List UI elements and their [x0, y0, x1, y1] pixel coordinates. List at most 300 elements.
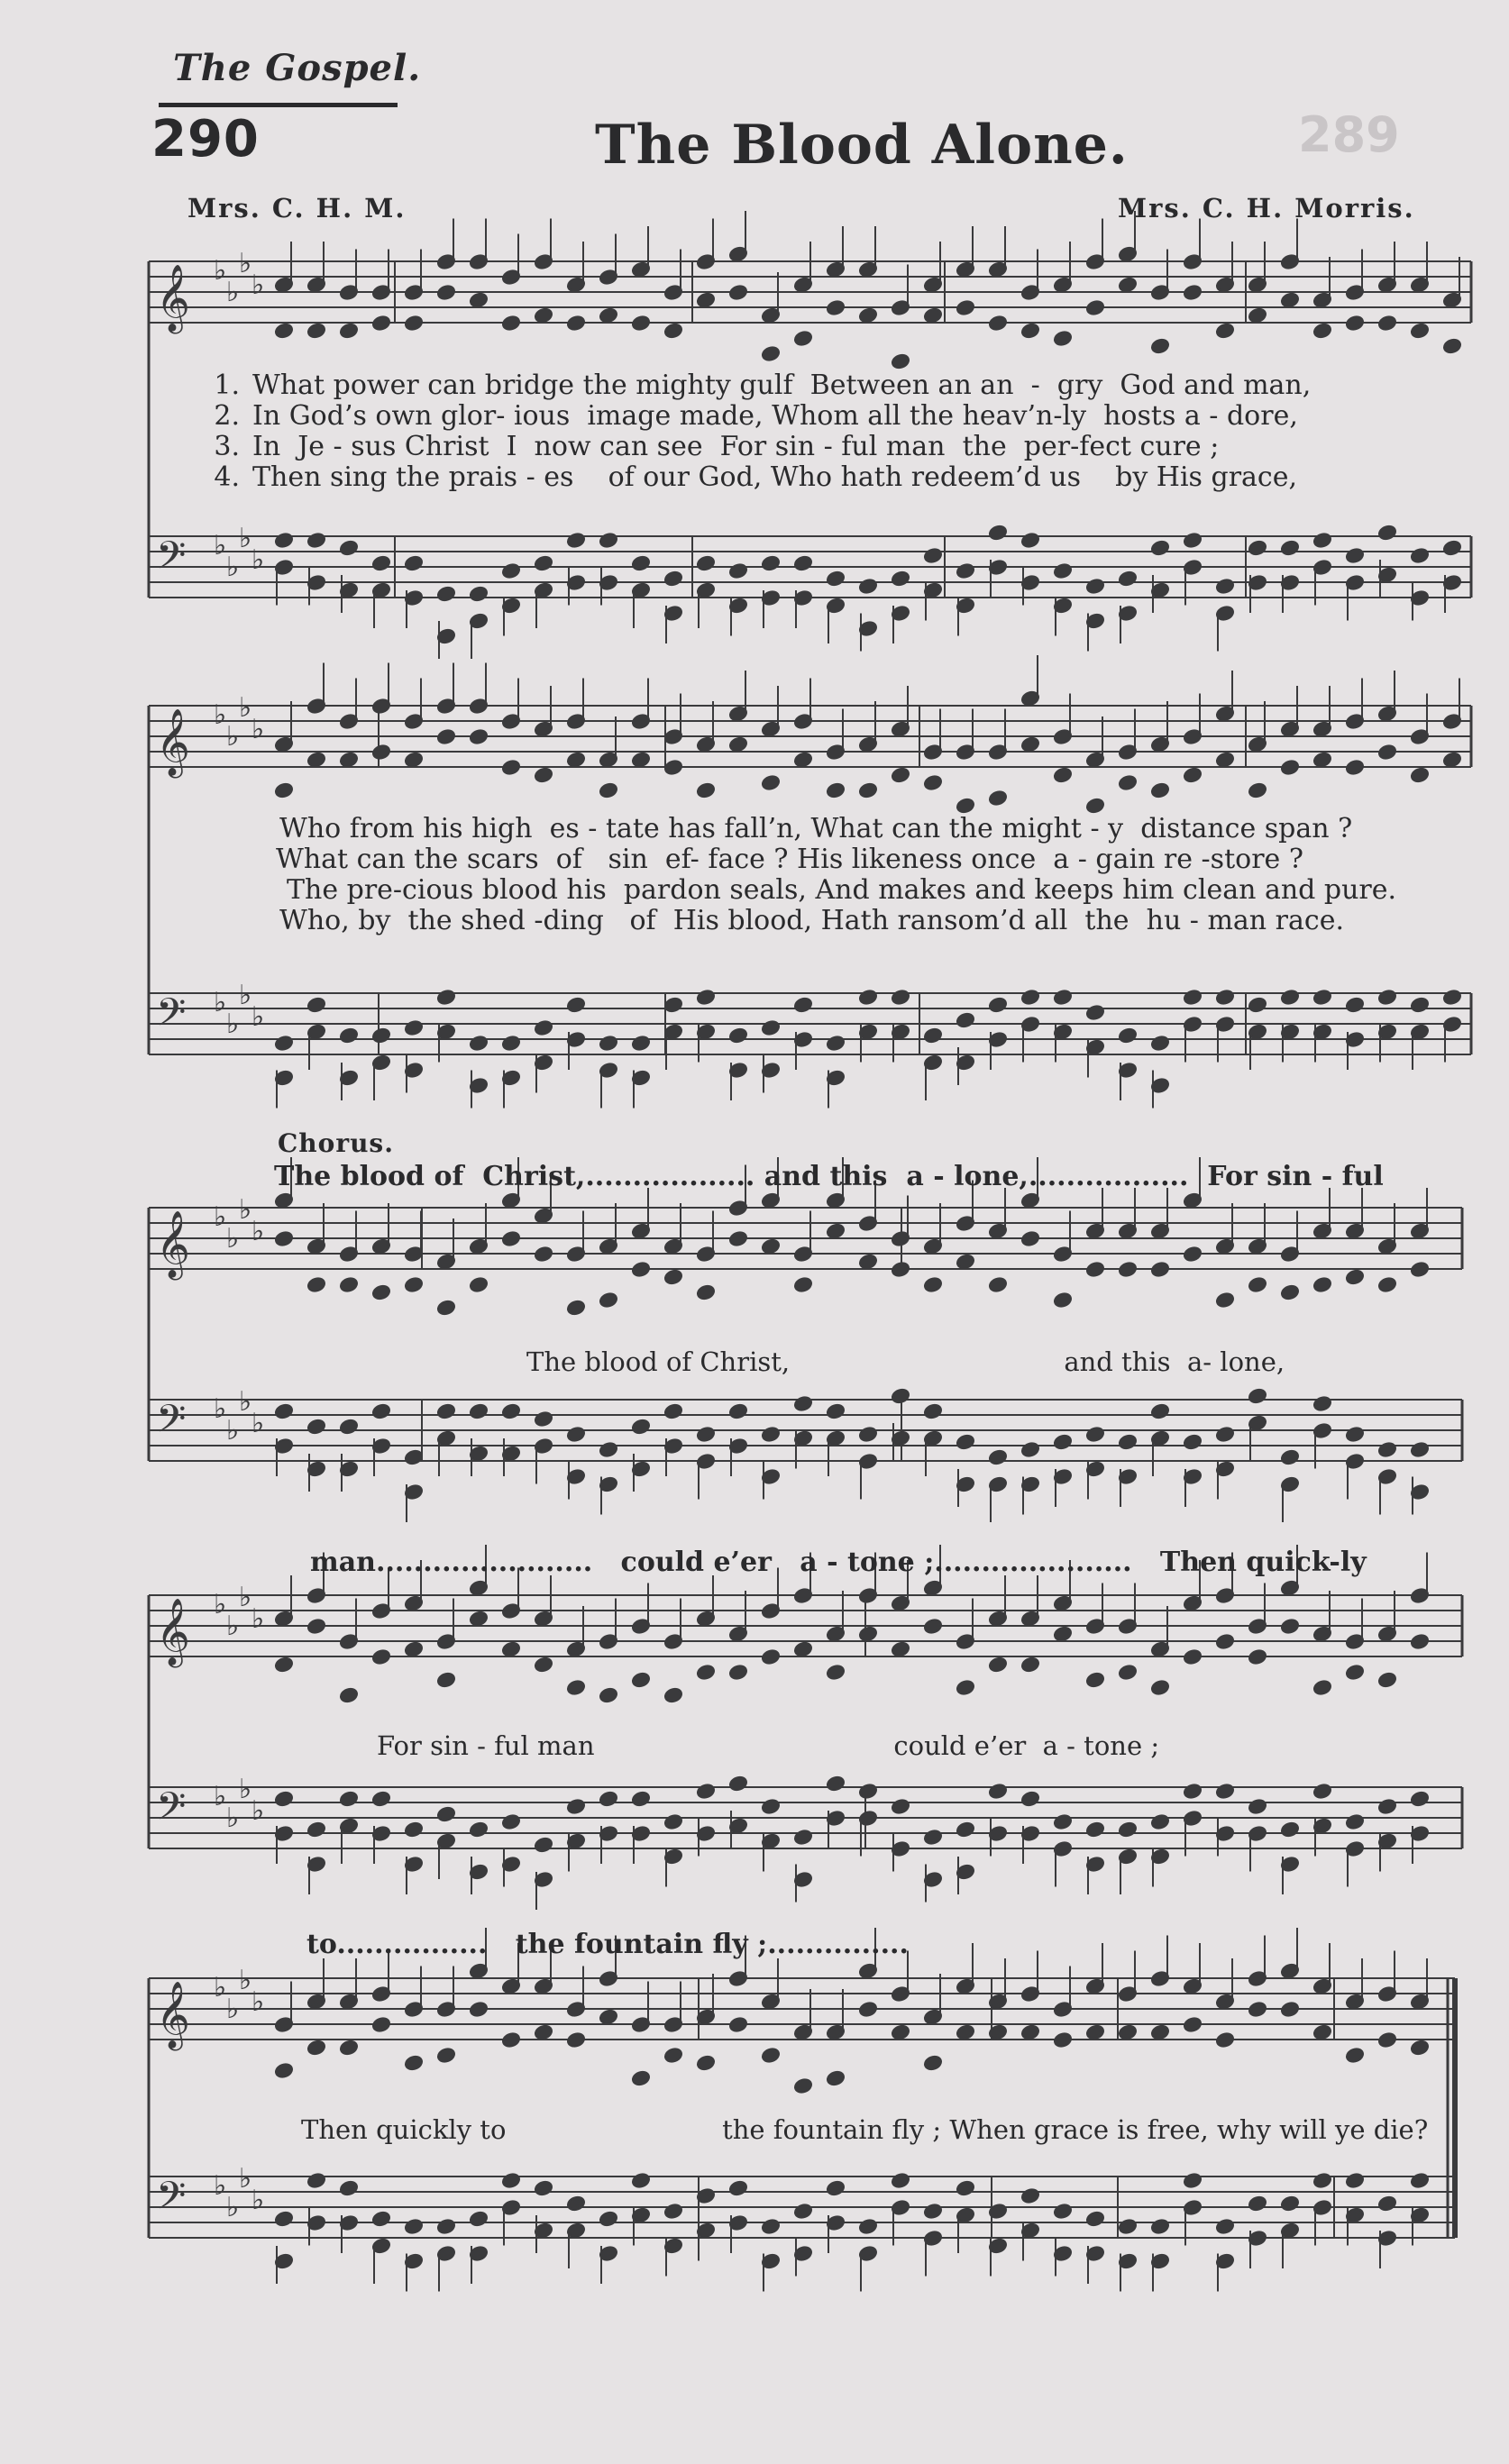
note-head: [469, 586, 488, 602]
note-head: [761, 2047, 780, 2063]
note-head: [793, 330, 812, 346]
note-head: [534, 1410, 553, 1427]
note-head: [1053, 562, 1072, 579]
note-head: [1150, 2218, 1169, 2234]
note-head: [1410, 547, 1429, 563]
note-head: [1053, 1813, 1072, 1830]
flat-sign: ♭: [214, 1972, 227, 2003]
flat-sign: ♭: [226, 2192, 240, 2223]
note-head: [1280, 2195, 1299, 2212]
note-head: [631, 1419, 650, 1435]
flat-sign: ♭: [252, 2185, 265, 2216]
note-head: [404, 1449, 423, 1465]
note-head: [1150, 1403, 1169, 1419]
note-head: [1215, 2218, 1234, 2234]
note-head: [1150, 1261, 1169, 1277]
note-head: [306, 1276, 325, 1292]
chorus-soprano-line-1: The blood of Christ,.................. and this a - lone,................. For sin - ful: [274, 1161, 1384, 1192]
note-head: [956, 1679, 974, 1695]
note-head: [1118, 2218, 1137, 2234]
note-head: [631, 1672, 650, 1688]
note-head: [469, 1035, 488, 1051]
note-head: [728, 736, 747, 753]
note-head: [306, 2172, 325, 2188]
note-head: [1150, 2024, 1169, 2040]
note-head: [1280, 292, 1299, 308]
note-head: [501, 315, 520, 331]
note-head: [1312, 323, 1331, 339]
note-head: [923, 1829, 942, 1845]
note-head: [858, 578, 877, 594]
note-head: [891, 2172, 910, 2188]
note-head: [631, 315, 650, 331]
note-head: [923, 774, 942, 790]
note-head: [826, 1035, 845, 1051]
flat-sign: ♭: [226, 1415, 240, 1446]
note-head: [891, 1388, 910, 1404]
note-head: [534, 767, 553, 783]
lyricist-credit: Mrs. C. H. M.: [187, 193, 407, 224]
treble-clef: 𝄞: [156, 265, 190, 332]
note-head: [534, 555, 553, 571]
note-head: [404, 315, 423, 331]
note-head: [1280, 2001, 1299, 2017]
note-head: [988, 315, 1007, 331]
flat-sign: ♭: [214, 2170, 227, 2202]
note-head: [566, 2195, 585, 2212]
note-head: [1442, 338, 1461, 354]
note-head: [1118, 570, 1137, 587]
note-head: [956, 798, 974, 814]
flat-sign: ♭: [226, 1994, 240, 2025]
note-head: [339, 540, 358, 556]
note-head: [663, 2203, 682, 2219]
flat-sign: ♭: [239, 1965, 252, 1996]
note-head: [1183, 767, 1202, 783]
flat-sign: ♭: [214, 699, 227, 731]
flat-sign: ♭: [226, 552, 240, 583]
note-head: [534, 1656, 553, 1673]
note-head: [599, 1035, 617, 1051]
flat-sign: ♭: [239, 1774, 252, 1805]
note-head: [1345, 997, 1364, 1013]
note-head: [663, 1403, 682, 1419]
note-head: [923, 2055, 942, 2071]
note-head: [1215, 2031, 1234, 2048]
note-head: [1183, 1434, 1202, 1450]
note-head: [728, 562, 747, 579]
note-head: [858, 2218, 877, 2234]
note-head: [501, 1813, 520, 1830]
note-head: [1312, 2024, 1331, 2040]
note-head: [923, 1618, 942, 1634]
note-head: [663, 1687, 682, 1703]
note-head: [1345, 1269, 1364, 1285]
flat-sign: ♭: [214, 1201, 227, 1233]
composer-credit: Mrs. C. H. Morris.: [1118, 193, 1415, 224]
note-head: [1118, 2024, 1137, 2040]
flat-sign: ♭: [226, 1611, 240, 1642]
note-head: [696, 1284, 715, 1300]
note-head: [1312, 752, 1331, 768]
note-head: [1248, 2001, 1267, 2017]
note-head: [599, 2009, 617, 2025]
note-head: [436, 1806, 455, 1822]
note-head: [988, 525, 1007, 541]
note-head: [858, 1254, 877, 1270]
note-head: [1377, 2031, 1396, 2048]
note-head: [923, 1403, 942, 1419]
note-head: [793, 2077, 812, 2094]
note-head: [306, 997, 325, 1013]
note-head: [1020, 2187, 1039, 2204]
note-head: [469, 1821, 488, 1838]
note-head: [1118, 1821, 1137, 1838]
note-head: [631, 2172, 650, 2188]
note-head: [1150, 1035, 1169, 1051]
note-head: [534, 307, 553, 324]
flat-sign: ♭: [252, 1603, 265, 1635]
note-head: [1020, 1656, 1039, 1673]
note-head: [793, 2203, 812, 2219]
note-head: [436, 1403, 455, 1419]
note-head: [761, 1426, 780, 1442]
note-head: [469, 1276, 488, 1292]
chorus-soprano-line-2: man....................... could e’er a - tone ;..................... Then quick-ly: [310, 1547, 1367, 1578]
note-head: [371, 555, 390, 571]
note-head: [696, 782, 715, 799]
note-head: [1053, 989, 1072, 1005]
note-head: [826, 570, 845, 587]
note-head: [1410, 2172, 1429, 2188]
note-head: [339, 323, 358, 339]
note-head: [858, 1626, 877, 1642]
note-head: [274, 532, 293, 548]
note-head: [1377, 525, 1396, 541]
note-head: [1248, 1648, 1267, 1665]
note-head: [1280, 1284, 1299, 1300]
note-head: [1280, 1449, 1299, 1465]
note-head: [696, 292, 715, 308]
note-head: [1410, 997, 1429, 1013]
note-head: [1312, 532, 1331, 548]
bass-clef: 𝄢: [156, 2174, 187, 2228]
note-head: [696, 1783, 715, 1799]
note-head: [1053, 2203, 1072, 2219]
note-head: [761, 1238, 780, 1255]
flat-sign: ♭: [252, 1795, 265, 1827]
note-head: [631, 1791, 650, 1807]
note-head: [371, 1403, 390, 1419]
note-head: [826, 782, 845, 799]
flat-sign: ♭: [226, 1008, 240, 1040]
note-head: [566, 1300, 585, 1316]
note-head: [923, 1276, 942, 1292]
note-head: [534, 2180, 553, 2196]
note-head: [1150, 540, 1169, 556]
note-head: [404, 1821, 423, 1838]
note-head: [274, 1791, 293, 1807]
note-head: [274, 1656, 293, 1673]
flat-sign: ♭: [239, 523, 252, 554]
note-head: [631, 752, 650, 768]
note-head: [696, 1426, 715, 1442]
note-head: [566, 997, 585, 1013]
note-head: [1053, 1626, 1072, 1642]
note-head: [1345, 1664, 1364, 1680]
note-head: [1248, 1388, 1267, 1404]
note-head: [566, 2031, 585, 2048]
note-head: [793, 1641, 812, 1657]
note-head: [1183, 1246, 1202, 1262]
note-head: [501, 1230, 520, 1246]
note-head: [956, 1254, 974, 1270]
verse-4-line-a: 4. Then sing the prais - es of our God, Who hath redeem’d us by His grace,: [214, 461, 1298, 493]
note-head: [1150, 1679, 1169, 1695]
note-head: [1150, 782, 1169, 799]
note-head: [1020, 1441, 1039, 1457]
note-head: [404, 2055, 423, 2071]
note-head: [599, 1441, 617, 1457]
note-head: [274, 323, 293, 339]
note-head: [1183, 2016, 1202, 2032]
note-head: [1410, 323, 1429, 339]
note-head: [1410, 767, 1429, 783]
flat-sign: ♭: [239, 980, 252, 1011]
verse-3-line-b: The pre-cious blood his pardon seals, And makes and keeps him clean and pure.: [287, 874, 1397, 906]
flat-sign: ♭: [214, 1393, 227, 1425]
note-head: [566, 532, 585, 548]
note-head: [858, 1426, 877, 1442]
note-head: [1053, 330, 1072, 346]
note-head: [1020, 1791, 1039, 1807]
flat-sign: ♭: [226, 1802, 240, 1834]
note-head: [696, 989, 715, 1005]
note-head: [728, 1230, 747, 1246]
note-head: [1248, 540, 1267, 556]
flat-sign: ♭: [252, 714, 265, 745]
note-head: [339, 2180, 358, 2196]
chorus-soprano-line-3: to................ the fountain fly ;...............: [306, 1929, 909, 1960]
note-head: [891, 989, 910, 1005]
note-head: [663, 1813, 682, 1830]
note-head: [923, 547, 942, 563]
note-head: [1248, 1276, 1267, 1292]
chorus-alto-line-1: The blood of Christ, and this a- lone,: [526, 1346, 1285, 1377]
note-head: [1215, 1426, 1234, 1442]
note-head: [891, 570, 910, 587]
note-head: [534, 1837, 553, 1853]
note-head: [761, 1019, 780, 1036]
flat-sign: ♭: [239, 1582, 252, 1613]
note-head: [891, 1261, 910, 1277]
note-head: [1410, 1633, 1429, 1649]
note-head: [371, 1648, 390, 1665]
note-head: [631, 555, 650, 571]
note-head: [404, 752, 423, 768]
note-head: [1150, 1813, 1169, 1830]
note-head: [274, 1230, 293, 1246]
note-head: [663, 759, 682, 775]
note-head: [1377, 315, 1396, 331]
note-head: [761, 555, 780, 571]
note-head: [1020, 323, 1039, 339]
note-head: [339, 1791, 358, 1807]
note-head: [1248, 307, 1267, 324]
note-head: [696, 555, 715, 571]
note-head: [663, 570, 682, 587]
note-head: [1215, 1633, 1234, 1649]
note-head: [1280, 540, 1299, 556]
note-head: [599, 1791, 617, 1807]
flat-sign: ♭: [239, 1386, 252, 1418]
note-head: [858, 307, 877, 324]
note-head: [988, 1276, 1007, 1292]
note-head: [1118, 277, 1137, 293]
note-head: [599, 532, 617, 548]
note-head: [988, 1783, 1007, 1799]
note-head: [631, 1035, 650, 1051]
note-head: [1410, 1261, 1429, 1277]
note-head: [793, 555, 812, 571]
note-head: [1053, 767, 1072, 783]
flat-sign: ♭: [252, 1001, 265, 1033]
note-head: [1345, 315, 1364, 331]
verse-1-line-b: Who from his high es - tate has fall’n, What can the might - y distance span ?: [279, 813, 1353, 844]
note-head: [1345, 2172, 1364, 2188]
note-head: [728, 1775, 747, 1792]
bass-clef: 𝄢: [156, 1784, 187, 1839]
note-head: [501, 759, 520, 775]
note-head: [534, 1246, 553, 1262]
bass-clef: 𝄢: [156, 1397, 187, 1451]
hymn-title: The Blood Alone.: [595, 114, 1129, 177]
note-head: [1312, 1783, 1331, 1799]
note-head: [858, 1783, 877, 1799]
flat-sign: ♭: [239, 2163, 252, 2195]
verse-2-line-b: What can the scars of sin ef- face ? His likeness once a - gain re -store ?: [276, 844, 1303, 875]
note-head: [956, 2180, 974, 2196]
note-head: [1215, 1291, 1234, 1308]
flat-sign: ♭: [252, 269, 265, 301]
note-head: [1280, 1821, 1299, 1838]
note-head: [988, 789, 1007, 806]
note-head: [1377, 989, 1396, 1005]
flat-sign: ♭: [214, 1589, 227, 1620]
treble-clef: 𝄞: [156, 1599, 190, 1665]
note-head: [826, 299, 845, 315]
note-head: [404, 1276, 423, 1292]
note-head: [728, 284, 747, 300]
note-head: [1248, 997, 1267, 1013]
note-head: [1312, 1395, 1331, 1411]
note-head: [761, 1798, 780, 1814]
note-head: [501, 1403, 520, 1419]
note-head: [1053, 2031, 1072, 2048]
flat-sign: ♭: [239, 248, 252, 279]
note-head: [1020, 736, 1039, 753]
note-head: [1377, 2195, 1396, 2212]
note-head: [1183, 989, 1202, 1005]
note-head: [1020, 2024, 1039, 2040]
note-head: [956, 1012, 974, 1028]
note-head: [826, 1775, 845, 1792]
note-head: [956, 1434, 974, 1450]
note-head: [1410, 1791, 1429, 1807]
note-head: [663, 2047, 682, 2063]
note-head: [274, 2062, 293, 2078]
note-head: [793, 997, 812, 1013]
note-head: [1085, 1426, 1104, 1442]
note-head: [566, 315, 585, 331]
note-head: [728, 1403, 747, 1419]
note-head: [1150, 338, 1169, 354]
note-head: [306, 1618, 325, 1634]
chorus-heading: Chorus.: [278, 1128, 394, 1158]
note-head: [1215, 989, 1234, 1005]
note-head: [1085, 798, 1104, 814]
note-head: [469, 2211, 488, 2227]
note-head: [761, 2218, 780, 2234]
note-head: [274, 1403, 293, 1419]
note-head: [1248, 782, 1267, 799]
note-head: [339, 1276, 358, 1292]
note-head: [891, 767, 910, 783]
note-head: [1053, 1434, 1072, 1450]
note-head: [793, 1395, 812, 1411]
note-head: [501, 562, 520, 579]
note-head: [436, 1300, 455, 1316]
note-head: [371, 315, 390, 331]
note-head: [956, 299, 974, 315]
note-head: [761, 774, 780, 790]
note-head: [1020, 989, 1039, 1005]
note-head: [436, 586, 455, 602]
note-head: [891, 1641, 910, 1657]
note-head: [404, 2218, 423, 2234]
note-head: [1345, 547, 1364, 563]
note-head: [1085, 1261, 1104, 1277]
note-head: [469, 1611, 488, 1627]
note-head: [1377, 744, 1396, 760]
note-head: [1183, 2172, 1202, 2188]
note-head: [728, 2180, 747, 2196]
note-head: [1085, 1672, 1104, 1688]
treble-clef: 𝄞: [156, 1211, 190, 1278]
note-head: [566, 1426, 585, 1442]
note-head: [566, 752, 585, 768]
note-head: [1215, 1783, 1234, 1799]
flat-sign: ♭: [239, 692, 252, 724]
note-head: [891, 353, 910, 370]
note-head: [1183, 284, 1202, 300]
note-head: [1183, 532, 1202, 548]
note-head: [404, 1641, 423, 1657]
note-head: [826, 1403, 845, 1419]
note-head: [728, 1027, 747, 1044]
hymn-number: 290: [151, 110, 260, 169]
flat-sign: ♭: [252, 1408, 265, 1439]
note-head: [1118, 1434, 1137, 1450]
note-head: [793, 752, 812, 768]
note-head: [858, 782, 877, 799]
note-head: [631, 2070, 650, 2086]
note-head: [663, 323, 682, 339]
note-head: [1280, 759, 1299, 775]
note-head: [534, 1019, 553, 1036]
note-head: [1020, 532, 1039, 548]
flat-sign: ♭: [226, 721, 240, 753]
